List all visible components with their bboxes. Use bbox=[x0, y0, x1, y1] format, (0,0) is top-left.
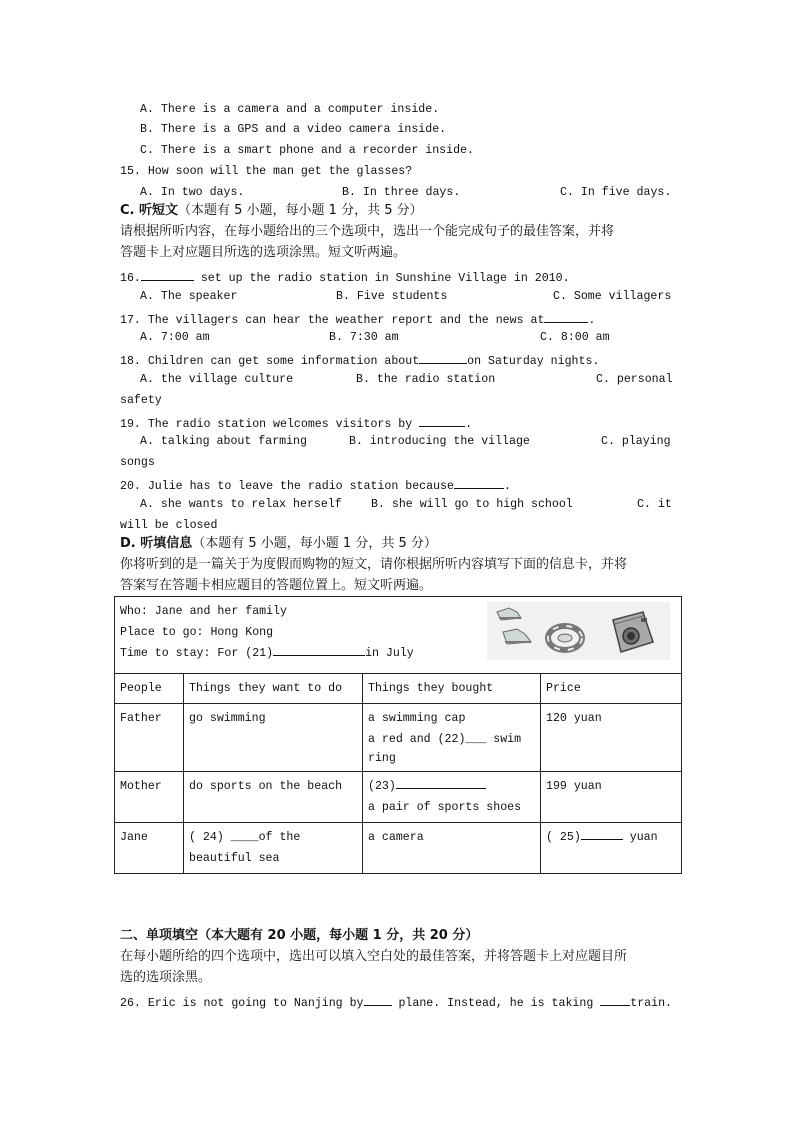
q26-blank-1 bbox=[364, 993, 392, 1006]
cell-bought-line bbox=[368, 776, 535, 797]
blank-23 bbox=[396, 776, 486, 789]
header-price: Price bbox=[541, 674, 682, 704]
section-c-instruction-2: 答题卡上对应题目所选的选项涂黑。短文听两遍。 bbox=[120, 245, 407, 260]
cell-people: Mother bbox=[115, 772, 184, 823]
sports-shoes-icon bbox=[497, 608, 531, 644]
cell-price: 199 yuan bbox=[541, 772, 682, 823]
cell-price bbox=[541, 823, 682, 874]
cell-want-line: beautiful sea bbox=[189, 852, 280, 865]
q19-stem bbox=[120, 414, 472, 433]
q18-option-c: C. personal bbox=[596, 373, 673, 386]
q17-text: 17. The villagers can hear the weather report and the news at bbox=[120, 314, 545, 327]
section-c-instruction-1: 请根据所听内容，在每小题给出的三个选项中，选出一个能完成句子的最佳答案，并将 bbox=[120, 224, 615, 239]
q16-blank bbox=[141, 268, 194, 281]
q15-stem: 15. How soon will the man get the glasses? bbox=[120, 165, 413, 178]
q17-option-b: B. 7:30 am bbox=[329, 331, 399, 344]
header-things-to-do: Things they want to do bbox=[184, 674, 363, 704]
q19-blank bbox=[419, 414, 465, 427]
q19-option-c: C. playing bbox=[601, 435, 671, 448]
q19-option-a: A. talking about farming bbox=[140, 435, 307, 448]
cell-price: 120 yuan bbox=[541, 704, 682, 772]
section-c-note: （本题有 5 小题，每小题 1 分，共 5 分） bbox=[178, 203, 423, 218]
q16-text: set up the radio station in Sunshine Village in 2010. bbox=[193, 272, 570, 285]
q16-number: 16. bbox=[120, 272, 141, 285]
section-c-heading bbox=[120, 203, 423, 219]
table-row bbox=[115, 823, 682, 874]
q20-end: . bbox=[503, 480, 511, 493]
table-header-row bbox=[115, 674, 682, 704]
cell-want-line: ( 24) ____of the bbox=[189, 831, 301, 844]
info-card-time-suffix: in July bbox=[365, 647, 414, 660]
q20-option-c: C. it bbox=[637, 498, 672, 511]
header-things-bought: Things they bought bbox=[363, 674, 541, 704]
q26-text-1: 26. Eric is not going to Nanjing by bbox=[120, 997, 364, 1010]
q17-stem bbox=[120, 310, 595, 329]
cell-bought-line: a red and (22)___ swim bbox=[368, 733, 522, 746]
q18-text: 18. Children can get some information about bbox=[120, 355, 420, 368]
section-d-note: （本题有 5 小题，每小题 1 分，共 5 分） bbox=[192, 536, 437, 551]
info-card-place: Place to go: Hong Kong bbox=[120, 626, 274, 639]
q26-blank-2 bbox=[600, 993, 630, 1006]
cell-want: do sports on the beach bbox=[184, 772, 363, 823]
q17-blank bbox=[544, 310, 588, 323]
q18-blank bbox=[419, 351, 467, 364]
section-2-title: 二、单项填空（本大题有 20 小题，每小题 1 分，共 20 分） bbox=[120, 928, 479, 943]
camera-icon bbox=[613, 612, 653, 652]
q19-text: 19. The radio station welcomes visitors by bbox=[120, 418, 420, 431]
q26-text-3: train. bbox=[630, 997, 672, 1010]
q16-option-a: A. The speaker bbox=[140, 290, 238, 303]
q26-stem bbox=[120, 993, 672, 1012]
table-row bbox=[115, 772, 682, 823]
swim-ring-icon bbox=[548, 626, 582, 650]
q18-option-a: A. the village culture bbox=[140, 373, 294, 386]
q18-option-c-wrap: safety bbox=[120, 394, 162, 407]
q17-option-a: A. 7:00 am bbox=[140, 331, 210, 344]
q19-option-c-wrap: songs bbox=[120, 456, 155, 469]
q15-option-b: B. In three days. bbox=[342, 186, 461, 199]
q15-option-a: A. In two days. bbox=[140, 186, 245, 199]
blank-23-label: (23) bbox=[368, 780, 396, 793]
q18-end: on Saturday nights. bbox=[467, 355, 600, 368]
q20-option-b: B. she will go to high school bbox=[371, 498, 573, 511]
blank-21 bbox=[273, 643, 365, 656]
q14-option-c: C. There is a smart phone and a recorder inside. bbox=[140, 144, 474, 157]
section-d-title: D. 听填信息 bbox=[120, 536, 193, 551]
cell-bought-line: a pair of sports shoes bbox=[368, 801, 522, 814]
section-d-instruction-2: 答案写在答题卡相应题目的答题位置上。短文听两遍。 bbox=[120, 578, 433, 593]
q20-blank bbox=[454, 476, 504, 489]
section-2-instruction-1: 在每小题所给的四个选项中，选出可以填入空白处的最佳答案，并将答题卡上对应题目所 bbox=[120, 949, 628, 964]
header-people: People bbox=[115, 674, 184, 704]
q18-option-b: B. the radio station bbox=[356, 373, 496, 386]
table-row bbox=[115, 704, 682, 772]
q20-stem bbox=[120, 476, 511, 495]
price-unit: yuan bbox=[622, 831, 658, 844]
blank-25 bbox=[581, 827, 623, 840]
q16-stem bbox=[120, 268, 570, 287]
q14-option-b: B. There is a GPS and a video camera inside. bbox=[140, 123, 447, 136]
info-card-who: Who: Jane and her family bbox=[120, 605, 287, 618]
q19-end: . bbox=[465, 418, 473, 431]
blank-25-label: ( 25) bbox=[546, 831, 581, 844]
section-d-heading bbox=[120, 536, 437, 552]
q16-option-b: B. Five students bbox=[336, 290, 448, 303]
q16-option-c: C. Some villagers bbox=[553, 290, 672, 303]
cell-bought: a camera bbox=[363, 823, 541, 874]
info-card-time-label: Time to stay: For (21) bbox=[120, 647, 274, 660]
section-c-title: C. 听短文 bbox=[120, 203, 179, 218]
q14-option-a: A. There is a camera and a computer inside. bbox=[140, 103, 440, 116]
q20-option-c-wrap: will be closed bbox=[120, 519, 218, 532]
q17-option-c: C. 8:00 am bbox=[540, 331, 610, 344]
cell-bought-line: a swimming cap bbox=[368, 712, 466, 725]
cell-people: Father bbox=[115, 704, 184, 772]
vacation-items-illustration bbox=[487, 602, 670, 660]
cell-people: Jane bbox=[115, 823, 184, 874]
section-d-instruction-1: 你将听到的是一篇关于为度假而购物的短文，请你根据所听内容填写下面的信息卡，并将 bbox=[120, 557, 628, 572]
section-2-instruction-2: 选的选项涂黑。 bbox=[120, 970, 212, 985]
cell-bought bbox=[363, 704, 541, 772]
q20-text: 20. Julie has to leave the radio station because bbox=[120, 480, 454, 493]
cell-want: go swimming bbox=[184, 704, 363, 772]
cell-bought bbox=[363, 772, 541, 823]
q17-end: . bbox=[588, 314, 596, 327]
q26-text-2: plane. Instead, he is taking bbox=[391, 997, 601, 1010]
q19-option-b: B. introducing the village bbox=[349, 435, 530, 448]
cell-want bbox=[184, 823, 363, 874]
vacation-items-picture bbox=[487, 602, 670, 660]
q20-option-a: A. she wants to relax herself bbox=[140, 498, 342, 511]
q18-stem bbox=[120, 351, 599, 370]
q15-option-c: C. In five days. bbox=[560, 186, 672, 199]
cell-bought-line: ring bbox=[368, 752, 396, 765]
